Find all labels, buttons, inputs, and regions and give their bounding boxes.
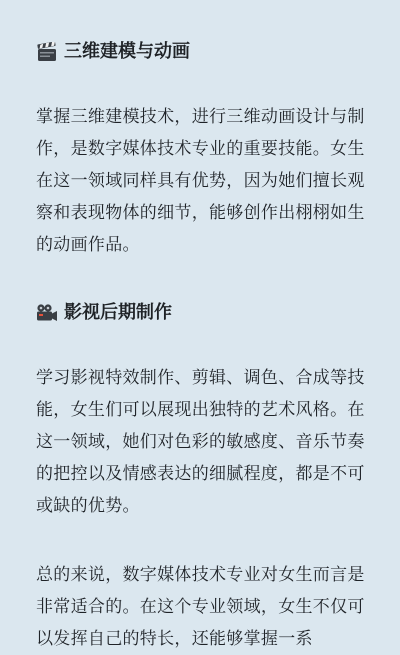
conclusion-paragraph: 总的来说，数字媒体技术专业对女生而言是非常适合的。在这个专业领域，女生不仅可以发挥自己的特长，还能够掌握一系: [36, 565, 365, 649]
section-heading-3d-modeling: [36, 40, 190, 64]
section-body-3d-modeling: 掌握三维建模技术，进行三维动画设计与制作，是数字媒体技术专业的重要技能。女生在这一领域同样具有优势，因为她们擅长观察和表现物体的细节，能够创作出栩栩如生的动画作品。: [36, 107, 365, 255]
clapperboard-icon: [36, 41, 58, 63]
section-body-post-production: 学习影视特效制作、剪辑、调色、合成等技能，女生们可以展现出独特的艺术风格。在这一领域，她们对色彩的敏感度、音乐节奏的把控以及情感表达的细腻程度，都是不可或缺的优势。: [36, 368, 365, 516]
movie-camera-icon: [36, 302, 58, 324]
section-title: 影视后期制作: [64, 302, 172, 323]
section-title: 三维建模与动画: [64, 41, 190, 62]
section-heading-post-production: [36, 301, 172, 325]
